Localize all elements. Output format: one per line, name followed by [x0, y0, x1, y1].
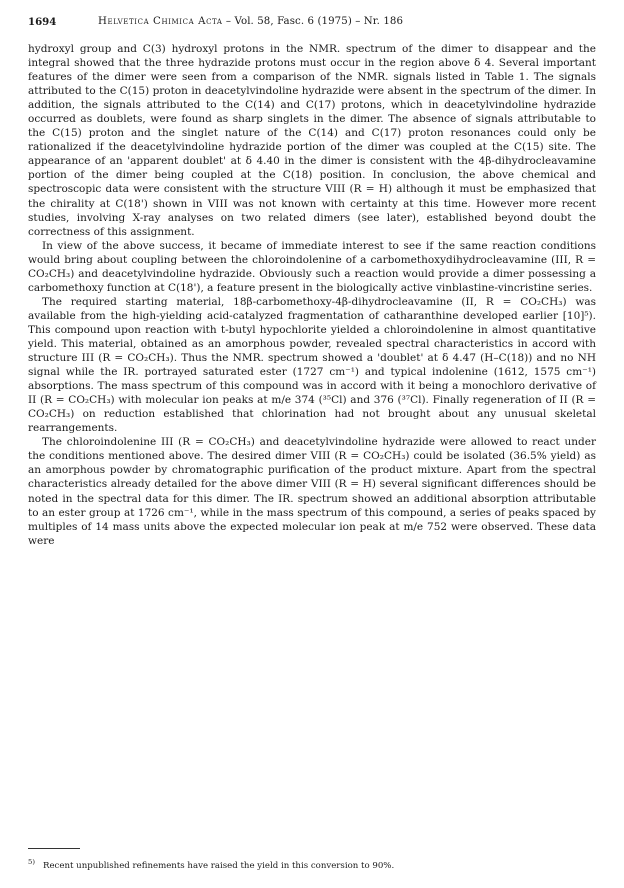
page-header: [28, 16, 596, 30]
body-text: [28, 42, 596, 548]
running-head: [98, 16, 403, 27]
journal-name: Helvetica Chimica Acta: [98, 16, 223, 27]
paragraph: The chloroindolenine III (R = CO₂CH₃) and deacetylvindoline hydrazide were allowed to react under the conditions mentioned above. The desired dimer VIII (R = CO₂CH₃) could be isolated (36.5% yield) as an amorphous powder by chromatographic purification of the product mixture. Apart from the spectral characteristics already detailed for the above dimer VIII (R = H) several significant differences should be noted in the spectral data for this dimer. The IR. spectrum showed an additional absorption attributable to an ester group at 1726 cm⁻¹, while in the mass spectrum of this compound, a series of peaks spaced by multiples of 14 mass units above the expected molecular ion peak at m/e 752 were observed. These data were: [28, 436, 596, 547]
paragraph: hydroxyl group and C(3) hydroxyl protons in the NMR. spectrum of the dimer to disappear and the integral showed that the three hydrazide protons must occur in the region above δ 4. Several important features of the dimer were seen from a comparison of the NMR. signals listed in Table 1. The signals attributed to the C(15) proton in deacetylvindoline hydrazide were absent in the spectrum of the dimer. In addition, the signals attributed to the C(14) and C(17) protons, which in deacetylvindoline hydrazide occurred as doublets, were found as sharp singlets in the dimer. The absence of signals attributable to the C(15) proton and the singlet nature of the C(14) and C(17) proton resonances could only be rationalized if the deacetylvindoline hydrazide portion of the dimer was coupled at the C(15) site. The appearance of an 'apparent doublet' at δ 4.40 in the dimer is consistent with the 4β-dihydrocleavamine portion of the dimer being coupled at the C(18) position. In conclusion, the above chemical and spectroscopic data were consistent with the structure VIII (R = H) although it must be emphasized that the chirality at C(18') shown in VIII was not known with certainty at this time. However more recent studies, involving X-ray analyses on two related dimers (see later), established beyond doubt the correctness of this assignment.: [28, 43, 596, 238]
paragraph: The required starting material, 18β-carbomethoxy-4β-dihydrocleavamine (II, R = CO₂CH₃) was available from the high-yielding acid-catalyzed fragmentation of catharanthine developed earlier [10]⁵). This compound upon reaction with t-butyl hypochlorite yielded a chloroindolenine in almost quantitative yield. This material, obtained as an amorphous powder, revealed spectral characteristics in accord with structure III (R = CO₂CH₃). Thus the NMR. spectrum showed a 'doublet' at δ 4.47 (H–C(18)) and no NH signal while the IR. portrayed saturated ester (1727 cm⁻¹) and typical indolenine (1612, 1575 cm⁻¹) absorptions. The mass spectrum of this compound was in accord with it being a monochloro derivative of II (R = CO₂CH₃) with molecular ion peaks at m/e 374 (³⁵Cl) and 376 (³⁷Cl). Finally regeneration of II (R = CO₂CH₃) on reduction established that chlorination had not brought about any unusual skeletal rearrangements.: [28, 295, 596, 435]
paragraph: In view of the above success, it became of immediate interest to see if the same reaction conditions would bring about coupling between the chloroindolenine of a carbomethoxydihydrocleavamine (III, R = CO₂CH₃) and deacetylvindoline hydrazide. Obviously such a reaction would provide a dimer possessing a carbomethoxy function at C(18'), a feature present in the biologically active vinblastine-vincristine series.: [28, 239, 596, 294]
footnote: [28, 857, 596, 872]
footnote-rule: [28, 848, 80, 849]
footnote-mark: 5): [28, 858, 35, 866]
footnote-text: Recent unpublished refinements have raised the yield in this conversion to 90%.: [42, 860, 395, 871]
issue-info: – Vol. 58, Fasc. 6 (1975) – Nr. 186: [225, 16, 404, 27]
page-number: 1694: [28, 16, 57, 28]
